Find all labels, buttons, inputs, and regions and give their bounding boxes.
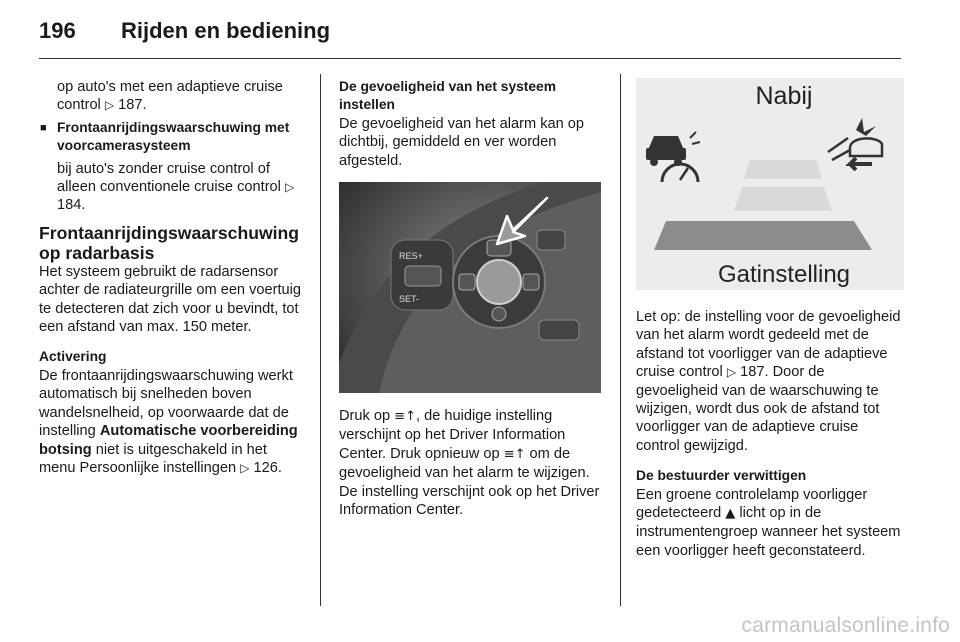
- warn-paragraph: Een groene controlelamp voorligger gedetecteerd ▲ licht op in de instrumentengroep wanneer het systeem een voorligger heeft geconstateerd.: [636, 486, 901, 559]
- intro-paragraph: Het systeem gebruikt de radarsensor achter de radiateurgrille om een voertuig te detecteren dat zich voor u bevindt, tot een afstand van max. 150 meter.: [39, 263, 302, 336]
- paragraph-acc-note: op auto's met een adaptieve cruise control ▷ 187.: [57, 79, 283, 114]
- gap-setting-icon: ≡↑: [394, 409, 416, 425]
- page-title: Rijden en bediening: [121, 18, 331, 43]
- gap-bar: [734, 187, 832, 211]
- note-paragraph: Let op: de instelling voor de gevoeligheid van het alarm wordt gedeeld met de afstand tot voorligger van de adaptieve cruise control ▷ 187. Door de gevoeligheid van de waarschuwing te wijzigen, wordt dus ook de afstand tot voorligger van de adaptieve cruise control gewijzigd.: [636, 309, 901, 454]
- display-bottom-label: Gatinstelling: [717, 261, 851, 288]
- sensitivity-title: De gevoeligheid van het systeem instellen: [339, 79, 556, 113]
- column-1: [39, 78, 307, 477]
- page-ref-arrow-icon: ▷: [284, 180, 295, 195]
- watermark: carmanualsonline.info: [741, 614, 950, 637]
- res-button-label: RES+: [399, 251, 423, 262]
- bullet-title: ■ Frontaanrijdingswaarschuwing met voorcamerasysteem: [39, 119, 307, 156]
- vehicle-ahead-icon: ▲: [725, 506, 736, 522]
- column-divider-1: [320, 74, 321, 606]
- column-2: [339, 78, 607, 519]
- page-header: [39, 18, 330, 44]
- driver-information-display: [636, 78, 904, 290]
- column-divider-2: [620, 74, 621, 606]
- page-ref-arrow-icon: ▷: [104, 98, 115, 113]
- section-heading: Frontaanrijdingswaarschuwing op radarbasis: [39, 222, 300, 263]
- page-ref-arrow-icon: ▷: [726, 365, 737, 380]
- display-top-label: Nabij: [755, 82, 813, 110]
- column-3: [636, 78, 904, 560]
- bullet-text: bij auto's zonder cruise control of alleen conventionele cruise control ▷ 184.: [57, 160, 295, 214]
- activering-title: Activering: [39, 349, 107, 365]
- page-ref-arrow-icon: ▷: [240, 460, 250, 475]
- warn-title: De bestuurder verwittigen: [636, 468, 807, 484]
- set-button-label: SET-: [399, 294, 420, 305]
- activering-paragraph: De frontaanrijdingswaarschuwing werkt automatisch bij snelheden boven wandelsnelheid, op voorwaarde dat de instelling Automatische voorbereiding botsing niet is uitgeschakeld in het menu Persoonlijke instellingen ▷ 126.: [39, 367, 298, 476]
- gap-bar: [654, 221, 872, 250]
- page-number: 196: [39, 18, 76, 43]
- sensitivity-text: De gevoeligheid van het alarm kan op dichtbij, gemiddeld en ver worden afgesteld.: [339, 115, 585, 169]
- instruction-paragraph: Druk op ≡↑, de huidige instelling verschijnt op het Driver Information Center. Druk opnieuw op ≡↑ om de gevoeligheid van het alarm te wijzigen. De instelling verschijnt ook op het Driver Information Center.: [339, 408, 600, 519]
- gap-bar: [744, 160, 822, 179]
- header-rule: [39, 58, 901, 59]
- gap-setting-icon: ≡↑: [503, 446, 526, 462]
- steering-wheel-controls-photo: [339, 182, 601, 393]
